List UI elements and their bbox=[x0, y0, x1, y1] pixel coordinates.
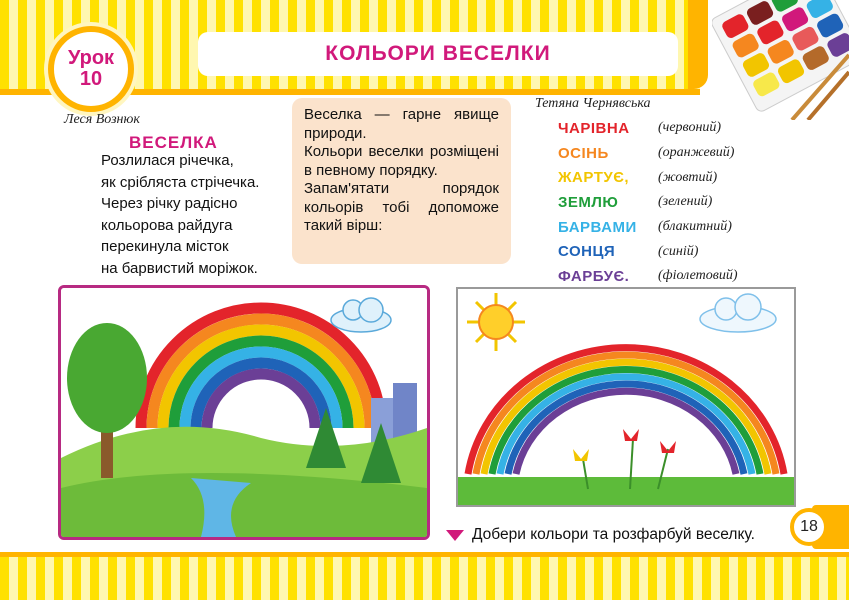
mnemonic-color-name: (блакитний) bbox=[658, 219, 732, 235]
mnemonic-row bbox=[558, 264, 737, 289]
info-paragraph: Запам'ятати порядок кольорів тобі допоможе такий вірш: bbox=[304, 180, 499, 234]
mnemonic-row bbox=[558, 239, 737, 264]
mnemonic-row bbox=[558, 190, 737, 215]
lesson-label: Урок bbox=[67, 47, 115, 69]
poem-line: як срібляста стрічечка. bbox=[101, 173, 260, 191]
poem-line: Розлилася річечка, bbox=[101, 152, 234, 169]
poem-line: Через річку радісно bbox=[101, 195, 238, 212]
mnemonic-word: БАРВАМИ bbox=[558, 218, 637, 236]
mnemonic-list bbox=[558, 116, 737, 289]
rainbow-coloring-picture bbox=[456, 287, 796, 507]
mnemonic-author: Тетяна Чернявська bbox=[535, 96, 651, 111]
mnemonic-color-name: (фіолетовий) bbox=[658, 268, 738, 284]
task-instruction bbox=[446, 526, 755, 544]
mnemonic-color-name: (червоний) bbox=[658, 120, 722, 136]
poem-text bbox=[101, 150, 259, 279]
info-paragraph: Веселка — гарне явище природи. bbox=[304, 106, 499, 142]
page-number: 18 bbox=[790, 508, 828, 546]
mnemonic-color-name: (жовтий) bbox=[658, 169, 718, 185]
page-title: КОЛЬОРИ ВЕСЕЛКИ bbox=[325, 42, 551, 65]
info-paragraph: Кольори веселки розміщені в певному порядку. bbox=[304, 143, 499, 179]
mnemonic-word: ФАРБУЄ. bbox=[558, 267, 630, 285]
info-box bbox=[292, 98, 511, 264]
lesson-badge bbox=[48, 26, 134, 112]
paint-box-illustration bbox=[712, 0, 849, 120]
mnemonic-word: ЖАРТУЄ, bbox=[558, 169, 630, 187]
mnemonic-color-name: (синій) bbox=[658, 243, 699, 259]
poem-author: Леся Вознюк bbox=[64, 112, 140, 127]
rainbow-landscape-picture bbox=[58, 285, 430, 540]
mnemonic-row bbox=[558, 116, 737, 141]
triangle-marker-icon bbox=[446, 530, 464, 541]
title-box bbox=[198, 32, 678, 76]
footer-band bbox=[0, 552, 849, 600]
mnemonic-word: СОНЦЯ bbox=[558, 243, 616, 261]
mnemonic-row bbox=[558, 215, 737, 240]
mnemonic-row bbox=[558, 165, 737, 190]
mnemonic-word: ОСІНЬ bbox=[558, 144, 609, 162]
mnemonic-row bbox=[558, 141, 737, 166]
poem-line: на барвистий моріжок. bbox=[101, 259, 258, 277]
mnemonic-word: ЧАРІВНА bbox=[558, 119, 630, 137]
mnemonic-color-name: (зелений) bbox=[658, 194, 713, 210]
poem-line: перекинула місток bbox=[101, 238, 229, 255]
poem-title: ВЕСЕЛКА bbox=[129, 133, 218, 152]
mnemonic-word: ЗЕМЛЮ bbox=[558, 193, 619, 211]
poem-line: кольорова райдуга bbox=[101, 216, 233, 234]
lesson-number: 10 bbox=[79, 68, 103, 90]
mnemonic-color-name: (оранжевий) bbox=[658, 145, 735, 161]
task-text: Добери кольори та розфарбуй веселку. bbox=[472, 526, 755, 543]
